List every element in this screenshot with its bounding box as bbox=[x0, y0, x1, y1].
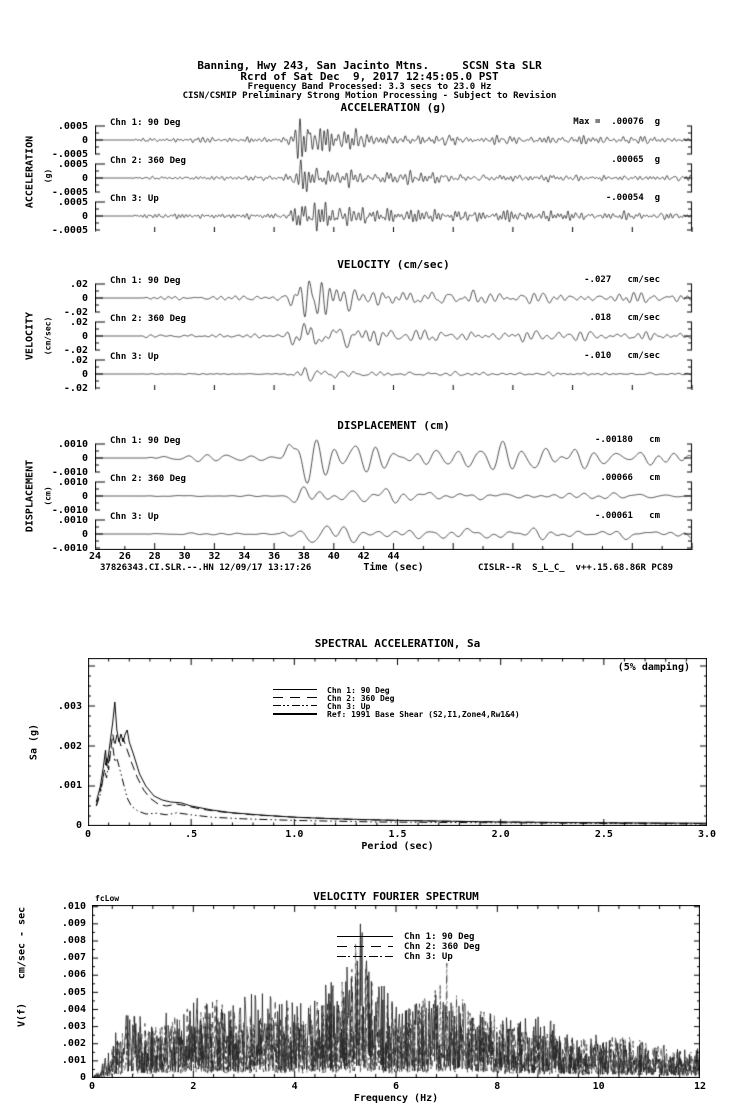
sa-legend-chn1: Chn 1: 90 Deg bbox=[327, 686, 390, 695]
acceleration-axis-unit: (g) bbox=[43, 168, 53, 184]
tick-label: 0 bbox=[84, 829, 92, 840]
channel-label: Chn 1: 90 Deg bbox=[110, 276, 181, 286]
velocity-axis-unit: (cm/sec) bbox=[43, 316, 53, 356]
scale-label: .0005 bbox=[57, 159, 88, 170]
max-value-label: -.00054 g bbox=[605, 193, 660, 203]
displacement-axis-label: DISPLACEMENT bbox=[24, 459, 36, 533]
tick-label: .001 bbox=[57, 780, 82, 792]
scale-label: 0 bbox=[81, 453, 88, 464]
tick-label: 0 bbox=[75, 820, 82, 831]
tick-label: 12 bbox=[693, 1081, 706, 1092]
fourier-legend-line-chn1 bbox=[337, 936, 393, 937]
tick-label: .003 bbox=[57, 700, 82, 712]
tick-label: .008 bbox=[61, 935, 86, 947]
tick-label: 32 bbox=[208, 551, 221, 562]
sa-legend-line-chn2 bbox=[273, 697, 317, 698]
frequency-band-note: Frequency Band Processed: 3.3 secs to 23.0 Hz bbox=[247, 82, 492, 92]
sa-legend-chn3: Chn 3: Up bbox=[327, 702, 371, 711]
scale-label: -.02 bbox=[63, 345, 88, 356]
scale-label: .0010 bbox=[57, 477, 88, 488]
scale-label: -.0005 bbox=[51, 225, 88, 236]
tick-label: 4 bbox=[291, 1081, 298, 1092]
fourier-legend-line-chn3 bbox=[337, 956, 393, 957]
velocity-axis-label: VELOCITY bbox=[24, 311, 36, 361]
scale-label: 0 bbox=[81, 293, 88, 304]
sa-plot-canvas bbox=[88, 658, 707, 826]
scale-label: .0005 bbox=[57, 121, 88, 132]
scale-label: -.02 bbox=[63, 307, 88, 318]
max-value-label: .00065 g bbox=[611, 155, 660, 165]
fc-low-marker: fcLow bbox=[95, 894, 120, 903]
tick-label: 3.0 bbox=[697, 829, 717, 840]
displacement-title: DISPLACEMENT (cm) bbox=[337, 419, 450, 432]
tick-label: 6 bbox=[392, 1081, 399, 1092]
displacement-axis-unit: (cm) bbox=[43, 486, 53, 506]
fourier-y-axis-unit: cm/sec - sec bbox=[16, 906, 28, 980]
scale-label: 0 bbox=[81, 173, 88, 184]
channel-label: Chn 1: 90 Deg bbox=[110, 436, 181, 446]
scale-label: -.02 bbox=[63, 383, 88, 394]
tick-label: 34 bbox=[238, 551, 251, 562]
scale-label: .02 bbox=[69, 317, 88, 328]
max-value-label: -.00180 cm bbox=[594, 435, 660, 445]
sa-legend-ref: Ref: 1991 Base Shear (S2,I1,Zone4,Rw1&4) bbox=[327, 710, 520, 719]
tick-label: .003 bbox=[61, 1020, 86, 1032]
tick-label: 36 bbox=[268, 551, 281, 562]
max-value-label: -.010 cm/sec bbox=[584, 351, 660, 361]
channel-label: Chn 2: 360 Deg bbox=[110, 474, 186, 484]
channel-label: Chn 2: 360 Deg bbox=[110, 314, 186, 324]
max-value-label: .00066 cm bbox=[600, 473, 660, 483]
fourier-title: VELOCITY FOURIER SPECTRUM bbox=[313, 890, 479, 903]
channel-label: Chn 1: 90 Deg bbox=[110, 118, 181, 128]
tick-label: 28 bbox=[148, 551, 161, 562]
scale-label: 0 bbox=[81, 331, 88, 342]
processing-note: CISN/CSMIP Preliminary Strong Motion Processing - Subject to Revision bbox=[182, 91, 557, 101]
tick-label: .010 bbox=[61, 901, 86, 912]
tick-label: 0 bbox=[88, 1081, 96, 1092]
sa-legend-line-ref bbox=[273, 713, 317, 715]
record-datetime: Rcrd of Sat Dec 9, 2017 12:45:05.0 PST bbox=[240, 70, 499, 83]
fourier-plot-canvas bbox=[92, 905, 700, 1078]
time-axis-label: Time (sec) bbox=[363, 562, 424, 573]
max-value-label: Max = .00076 g bbox=[573, 117, 660, 127]
tick-label: .001 bbox=[61, 1054, 86, 1066]
fourier-x-axis-label: Frequency (Hz) bbox=[353, 1093, 439, 1104]
max-value-label: .018 cm/sec bbox=[589, 313, 660, 323]
scale-label: .0005 bbox=[57, 197, 88, 208]
tick-label: 24 bbox=[88, 551, 102, 562]
scale-label: 0 bbox=[81, 135, 88, 146]
tick-label: 1.5 bbox=[388, 829, 407, 840]
scale-label: -.0005 bbox=[51, 187, 88, 198]
tick-label: 1.0 bbox=[285, 829, 304, 840]
tick-label: 2.5 bbox=[594, 829, 613, 840]
scale-label: .02 bbox=[69, 279, 88, 290]
tick-label: .006 bbox=[61, 969, 86, 981]
fourier-legend-chn3: Chn 3: Up bbox=[404, 952, 453, 962]
fourier-y-axis-label: V(f) bbox=[16, 1002, 28, 1028]
tick-label: 42 bbox=[357, 551, 370, 562]
tick-label: .005 bbox=[61, 986, 86, 998]
acceleration-traces-canvas bbox=[95, 114, 695, 232]
sa-legend-chn2: Chn 2: 360 Deg bbox=[327, 694, 395, 703]
fourier-legend-line-chn2 bbox=[337, 946, 393, 947]
scale-label: 0 bbox=[81, 529, 88, 540]
velocity-title: VELOCITY (cm/sec) bbox=[337, 258, 450, 271]
tick-label: .5 bbox=[185, 829, 198, 840]
scale-label: 0 bbox=[81, 211, 88, 222]
acceleration-axis-label: ACCELERATION bbox=[24, 135, 36, 209]
max-value-label: -.027 cm/sec bbox=[584, 275, 660, 285]
tick-label: .004 bbox=[61, 1003, 86, 1015]
sa-x-axis-label: Period (sec) bbox=[361, 841, 434, 852]
tick-label: 10 bbox=[592, 1081, 605, 1092]
scale-label: -.0010 bbox=[51, 467, 88, 478]
processing-footer: CISLR--R S_L_C_ v++.15.68.86R PC89 bbox=[478, 563, 674, 573]
tick-label: 38 bbox=[297, 551, 310, 562]
scale-label: 0 bbox=[81, 491, 88, 502]
tick-label: 2.0 bbox=[491, 829, 510, 840]
sa-title: SPECTRAL ACCELERATION, Sa bbox=[314, 637, 481, 650]
tick-label: 44 bbox=[387, 551, 400, 562]
displacement-traces-canvas bbox=[95, 432, 695, 550]
scale-label: .0010 bbox=[57, 439, 88, 450]
tick-label: .009 bbox=[61, 918, 86, 930]
scale-label: -.0005 bbox=[51, 149, 88, 160]
record-title: Banning, Hwy 243, San Jacinto Mtns. SCSN Sta SLR bbox=[197, 59, 542, 72]
scale-label: -.0010 bbox=[51, 505, 88, 516]
sa-y-axis-label: Sa (g) bbox=[28, 723, 40, 761]
tick-label: 26 bbox=[118, 551, 131, 562]
record-id-footer: 37826343.CI.SLR.--.HN 12/09/17 13:17:26 bbox=[100, 563, 312, 573]
fourier-legend-chn1: Chn 1: 90 Deg bbox=[404, 932, 475, 942]
tick-label: 40 bbox=[327, 551, 340, 562]
sa-legend-line-chn3 bbox=[273, 705, 317, 706]
tick-label: 30 bbox=[178, 551, 191, 562]
tick-label: .002 bbox=[61, 1037, 86, 1049]
acceleration-title: ACCELERATION (g) bbox=[340, 101, 447, 114]
tick-label: 8 bbox=[494, 1081, 501, 1092]
damping-note: (5% damping) bbox=[617, 662, 690, 673]
scale-label: 0 bbox=[81, 369, 88, 380]
tick-label: .007 bbox=[61, 952, 86, 964]
scale-label: -.0010 bbox=[51, 543, 88, 554]
tick-label: 2 bbox=[190, 1081, 197, 1092]
channel-label: Chn 2: 360 Deg bbox=[110, 156, 186, 166]
fourier-legend-chn2: Chn 2: 360 Deg bbox=[404, 942, 480, 952]
channel-label: Chn 3: Up bbox=[110, 512, 159, 522]
velocity-traces-canvas bbox=[95, 272, 695, 390]
channel-label: Chn 3: Up bbox=[110, 352, 159, 362]
tick-label: 0 bbox=[79, 1072, 86, 1083]
max-value-label: -.00061 cm bbox=[594, 511, 660, 521]
scale-label: .0010 bbox=[57, 515, 88, 526]
sa-legend-line-chn1 bbox=[273, 689, 317, 690]
tick-label: .002 bbox=[57, 740, 82, 752]
channel-label: Chn 3: Up bbox=[110, 194, 159, 204]
scale-label: .02 bbox=[69, 355, 88, 366]
